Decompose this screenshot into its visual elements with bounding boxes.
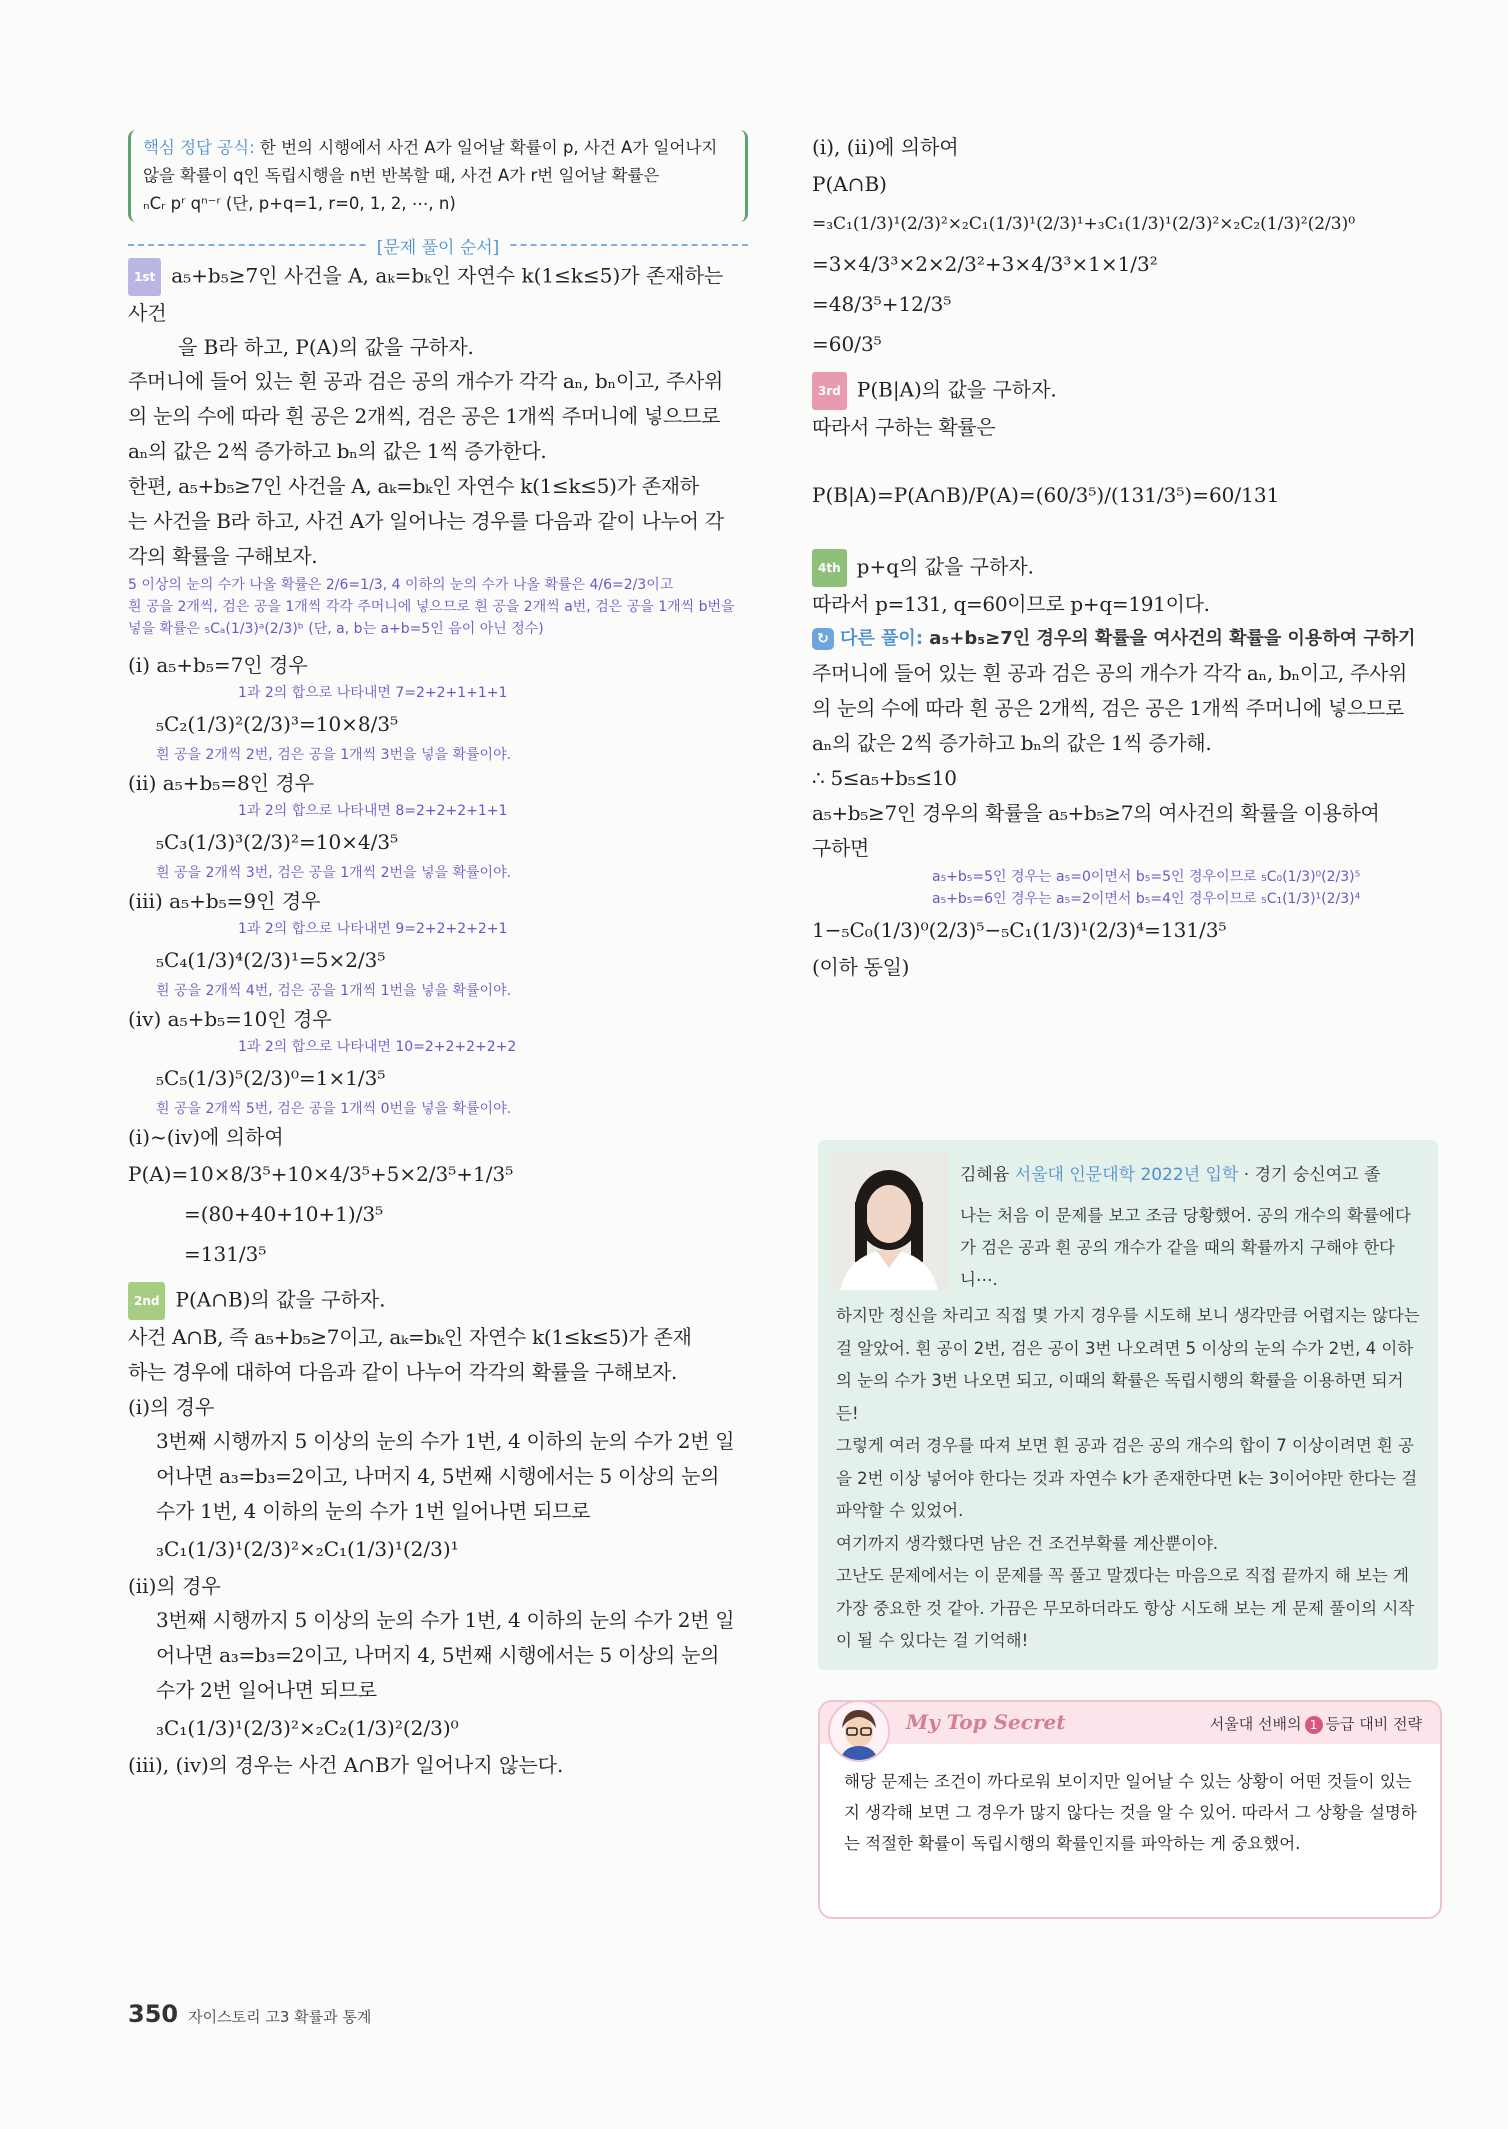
interview-paragraph-4: 여기까지 생각했다면 남은 건 조건부확률 계산뿐이야.	[836, 1533, 1219, 1553]
step2-title-text: P(A∩B)의 값을 구하자.	[175, 1287, 386, 1312]
step3-body: 따라서 구하는 확률은	[812, 415, 996, 439]
alt-body-5: a₅+b₅≥7인 경우의 확률을 a₅+b₅≥7의 여사건의 확률을 이용하여	[812, 801, 1380, 825]
step2-conclusion: (ⅰ), (ⅱ)에 의하여	[812, 135, 959, 159]
case3-title: (ⅲ) a₅+b₅=9인 경우	[128, 889, 321, 913]
pab-line-0: P(A∩B)	[812, 172, 887, 196]
alt-solution-title	[812, 622, 1442, 656]
case4-note-2: 흰 공을 2개씩 5번, 검은 공을 1개씩 0번을 넣을 확률이야.	[156, 1101, 512, 1117]
step1-body-2: 의 눈의 수에 따라 흰 공은 2개씩, 검은 공은 1개씩 주머니에 넣으므로	[128, 404, 721, 428]
case4-title: (ⅳ) a₅+b₅=10인 경우	[128, 1007, 332, 1031]
case1-note: 1과 2의 합으로 나타내면 7=2+2+1+1+1	[238, 685, 508, 701]
student-name-text: 김혜윰	[960, 1165, 1010, 1185]
step1-title-2: 을 B라 하고, P(A)의 값을 구하자.	[178, 335, 474, 359]
step1-tag: 1st	[128, 258, 161, 296]
step1-body-6: 각의 확률을 구해보자.	[128, 544, 318, 568]
top-secret-body: 해당 문제는 조건이 까다로워 보이지만 일어날 수 있는 상황이 어떤 것들이 있는지 생각해 보면 그 경우가 많지 않다는 것을 알 수 있어. 따라서 그 상황을 설명하는 적절한 확률이 독립시행의 확률인지를 파악하는 게 중요했어.	[844, 1772, 1417, 1853]
alt-solution-title-text: a₅+b₅≥7인 경우의 확률을 여사건의 확률을 이용하여 구하기	[923, 628, 1416, 649]
interview-paragraph-1: 나는 처음 이 문제를 보고 조금 당황했어. 공의 개수의 확률에다가 검은 공과 흰 공의 개수가 같을 때의 확률까지 구해야 한다니⋯.	[960, 1206, 1411, 1289]
student-photo	[830, 1152, 948, 1290]
alt-solution-icon: ↻	[812, 628, 834, 650]
alt-body-4: ∴ 5≤a₅+b₅≤10	[812, 766, 957, 790]
case3-note: 1과 2의 합으로 나타내면 9=2+2+2+2+1	[238, 921, 508, 937]
step2-case1-body-2: 어나면 a₃=b₃=2이고, 나머지 4, 5번째 시행에서는 5 이상의 눈의	[156, 1464, 720, 1488]
page-number: 350	[128, 2000, 179, 2028]
step2-case1-formula: ₃C₁(1/3)¹(2/3)²×₂C₁(1/3)¹(2/3)¹	[156, 1537, 459, 1561]
step1-body-3: aₙ의 값은 2씩 증가하고 bₙ의 값은 1씩 증가한다.	[128, 439, 547, 463]
step1-note-2: 흰 공을 2개씩, 검은 공을 1개씩 각각 주머니에 넣으므로 흰 공을 2개씩 a번, 검은 공을 1개씩 b번을	[128, 599, 735, 615]
step1-body-1: 주머니에 들어 있는 흰 공과 검은 공의 개수가 각각 aₙ, bₙ이고, 주사위	[128, 369, 724, 393]
grade-number-badge: 1	[1305, 1716, 1323, 1734]
interview-paragraph-3: 그렇게 여러 경우를 따져 보면 흰 공과 검은 공의 개수의 합이 7 이상이려면 흰 공을 2번 이상 넣어야 한다는 것과 자연수 k가 존재한다면 k는 3이어야만 한다는 걸 파악할 수 있었어.	[836, 1436, 1418, 1520]
top-secret-subtitle	[1210, 1713, 1422, 1734]
step1-title-1: a₅+b₅≥7인 사건을 A, aₖ=bₖ인 자연수 k(1≤k≤5)가 존재하는 사건	[128, 263, 724, 325]
step1-body-4: 한편, a₅+b₅≥7인 사건을 A, aₖ=bₖ인 자연수 k(1≤k≤5)가 존재하	[128, 474, 699, 498]
top-secret-sub-1: 서울대 선배의	[1209, 1715, 1302, 1733]
page-footer	[128, 2000, 371, 2028]
student-school: 서울대 인문대학 2022년 입학	[1014, 1165, 1239, 1185]
interview-paragraph-5: 고난도 문제에서는 이 문제를 꼭 풀고 말겠다는 마음으로 직접 끝까지 해 보는 게 가장 중요한 것 같아. 가끔은 무모하더라도 항상 시도해 보는 게 문제 풀이의 시작이 될 수 있다는 걸 기억해!	[836, 1566, 1415, 1650]
case1-title: (ⅰ) a₅+b₅=7인 경우	[128, 653, 308, 677]
case3-note-2: 흰 공을 2개씩 4번, 검은 공을 1개씩 1번을 넣을 확률이야.	[156, 983, 512, 999]
interview-paragraph-2: 하지만 정신을 차리고 직접 몇 가지 경우를 시도해 보니 생각만큼 어렵지는 않다는 걸 알았어. 흰 공이 2번, 검은 공이 3번 나오려면 5 이상의 눈의 수가 2번, 4 이하의 눈의 수가 3번 나오면 되고, 이때의 확률은 독립시행의 확률을 이용하면 되거든!	[836, 1306, 1420, 1423]
step4-body: 따라서 p=131, q=60이므로 p+q=191이다.	[812, 592, 1210, 616]
step1-note-1: 5 이상의 눈의 수가 나올 확률은 2/6=1/3, 4 이하의 눈의 수가 나올 확률은 4/6=2/3이고	[128, 577, 674, 593]
book-title: 자이스토리 고3 확률과 통계	[188, 2008, 372, 2026]
divider-label: [문제 풀이 순서]	[369, 238, 508, 258]
interview-rest	[836, 1300, 1426, 1658]
pa-line-1: P(A)=10×8/3⁵+10×4/3⁵+5×2/3⁵+1/3⁵	[128, 1162, 514, 1186]
right-column	[812, 130, 1442, 985]
step2-case1-title: (ⅰ)의 경우	[128, 1395, 215, 1419]
top-secret-sub-2: 등급 대비 전략	[1325, 1715, 1422, 1733]
case2-formula: ₅C₃(1/3)³(2/3)²=10×4/3⁵	[156, 830, 399, 854]
step3-title-text: P(B|A)의 값을 구하자.	[856, 377, 1057, 402]
key-formula-text-1: 한 번의 시행에서 사건 A가 일어날 확률이 p, 사건 A가 일어나지	[254, 138, 718, 157]
key-formula-label: 핵심 정답 공식:	[143, 138, 255, 157]
key-formula-text-3: ₙCᵣ pʳ qⁿ⁻ʳ (단, p+q=1, r=0, 1, 2, ⋯, n)	[143, 194, 456, 213]
step2-case1-body-1: 3번째 시행까지 5 이상의 눈의 수가 1번, 4 이하의 눈의 수가 2번 일	[156, 1429, 735, 1453]
alt-body-1: 주머니에 들어 있는 흰 공과 검은 공의 개수가 각각 aₙ, bₙ이고, 주사위	[812, 661, 1408, 685]
pab-line-1: =₃C₁(1/3)¹(2/3)²×₂C₁(1/3)¹(2/3)¹+₃C₁(1/3)¹(2/3)²×₂C₂(1/3)²(2/3)⁰	[812, 214, 1356, 234]
step1-body-5: 는 사건을 B라 하고, 사건 A가 일어나는 경우를 다음과 같이 나누어 각	[128, 509, 724, 533]
case2-note: 1과 2의 합으로 나타내면 8=2+2+2+1+1	[238, 803, 508, 819]
step4-title-text: p+q의 값을 구하자.	[856, 554, 1034, 579]
cases-conclusion: (ⅰ)~(ⅳ)에 의하여	[128, 1125, 284, 1149]
step1-note-3: 넣을 확률은 ₅Cₐ(1/3)ᵃ(2/3)ᵇ (단, a, b는 a+b=5인 음이 아닌 정수)	[128, 621, 544, 637]
pab-line-4: =60/3⁵	[812, 332, 882, 356]
case1-formula: ₅C₂(1/3)²(2/3)³=10×8/3⁵	[156, 712, 399, 736]
student-name	[960, 1160, 1380, 1185]
pab-line-2: =3×4/3³×2×2/3²+3×4/3³×1×1/3²	[812, 252, 1158, 276]
alt-body-6: 구하면	[812, 836, 870, 860]
step2-case2-body-2: 어나면 a₃=b₃=2이고, 나머지 4, 5번째 시행에서는 5 이상의 눈의	[156, 1643, 720, 1667]
tutor-avatar-icon	[828, 1700, 890, 1762]
step2-case3-4: (ⅲ), (ⅳ)의 경우는 사건 A∩B가 일어나지 않는다.	[128, 1753, 564, 1777]
alt-body-2: 의 눈의 수에 따라 흰 공은 2개씩, 검은 공은 1개씩 주머니에 넣으므로	[812, 696, 1405, 720]
alt-body-3: aₙ의 값은 2씩 증가하고 bₙ의 값은 1씩 증가해.	[812, 731, 1212, 755]
step3-tag: 3rd	[812, 372, 847, 410]
step2-title	[128, 1282, 748, 1320]
step1-title	[128, 258, 748, 330]
step4-tag: 4th	[812, 549, 847, 587]
step3-title	[812, 372, 1442, 410]
student-highschool: · 경기 숭신여고 졸	[1238, 1165, 1381, 1185]
step2-body-1: 사건 A∩B, 즉 a₅+b₅≥7이고, aₖ=bₖ인 자연수 k(1≤k≤5)가 존재	[128, 1325, 692, 1349]
interview-box	[818, 1140, 1438, 1670]
case2-title: (ⅱ) a₅+b₅=8인 경우	[128, 771, 315, 795]
key-formula-text-2: 않을 확률이 q인 독립시행을 n번 반복할 때, 사건 A가 r번 일어날 확률은	[143, 166, 660, 185]
pab-line-3: =48/3⁵+12/3⁵	[812, 292, 952, 316]
alt-end: (이하 동일)	[812, 955, 910, 979]
case4-note: 1과 2의 합으로 나타내면 10=2+2+2+2+2	[238, 1039, 517, 1055]
step4-title	[812, 549, 1442, 587]
alt-solution-label: 다른 풀이:	[840, 628, 924, 649]
pa-line-3: =131/3⁵	[184, 1242, 267, 1266]
step2-case2-body-3: 수가 2번 일어나면 되므로	[156, 1678, 377, 1702]
solution-order-divider	[128, 238, 748, 258]
alt-formula: 1−₅C₀(1/3)⁰(2/3)⁵−₅C₁(1/3)¹(2/3)⁴=131/3⁵	[812, 918, 1227, 942]
top-secret-box	[818, 1700, 1442, 1919]
alt-note-1: a₅+b₅=5인 경우는 a₅=0이면서 b₅=5인 경우이므로 ₅C₀(1/3)⁰(2/3)⁵	[932, 869, 1361, 885]
step2-case2-formula: ₃C₁(1/3)¹(2/3)²×₂C₂(1/3)²(2/3)⁰	[156, 1716, 459, 1740]
case4-formula: ₅C₅(1/3)⁵(2/3)⁰=1×1/3⁵	[156, 1066, 386, 1090]
left-column	[128, 130, 748, 1782]
top-secret-title: My Top Secret	[906, 1710, 1066, 1734]
key-formula-box	[128, 130, 748, 222]
case3-formula: ₅C₄(1/3)⁴(2/3)¹=5×2/3⁵	[156, 948, 386, 972]
step2-body-2: 하는 경우에 대하여 다음과 같이 나누어 각각의 확률을 구해보자.	[128, 1360, 678, 1384]
step3-formula: P(B|A)=P(A∩B)/P(A)=(60/3⁵)/(131/3⁵)=60/131	[812, 483, 1280, 507]
step2-case2-body-1: 3번째 시행까지 5 이상의 눈의 수가 1번, 4 이하의 눈의 수가 2번 일	[156, 1608, 735, 1632]
case2-note-2: 흰 공을 2개씩 3번, 검은 공을 1개씩 2번을 넣을 확률이야.	[156, 865, 512, 881]
step2-case2-title: (ⅱ)의 경우	[128, 1574, 221, 1598]
alt-note-2: a₅+b₅=6인 경우는 a₅=2이면서 b₅=4인 경우이므로 ₅C₁(1/3)¹(2/3)⁴	[932, 891, 1361, 907]
pa-line-2: =(80+40+10+1)/3⁵	[184, 1202, 384, 1226]
step2-case1-body-3: 수가 1번, 4 이하의 눈의 수가 1번 일어나면 되므로	[156, 1499, 591, 1523]
case1-note-2: 흰 공을 2개씩 2번, 검은 공을 1개씩 3번을 넣을 확률이야.	[156, 747, 512, 763]
step2-tag: 2nd	[128, 1282, 165, 1320]
